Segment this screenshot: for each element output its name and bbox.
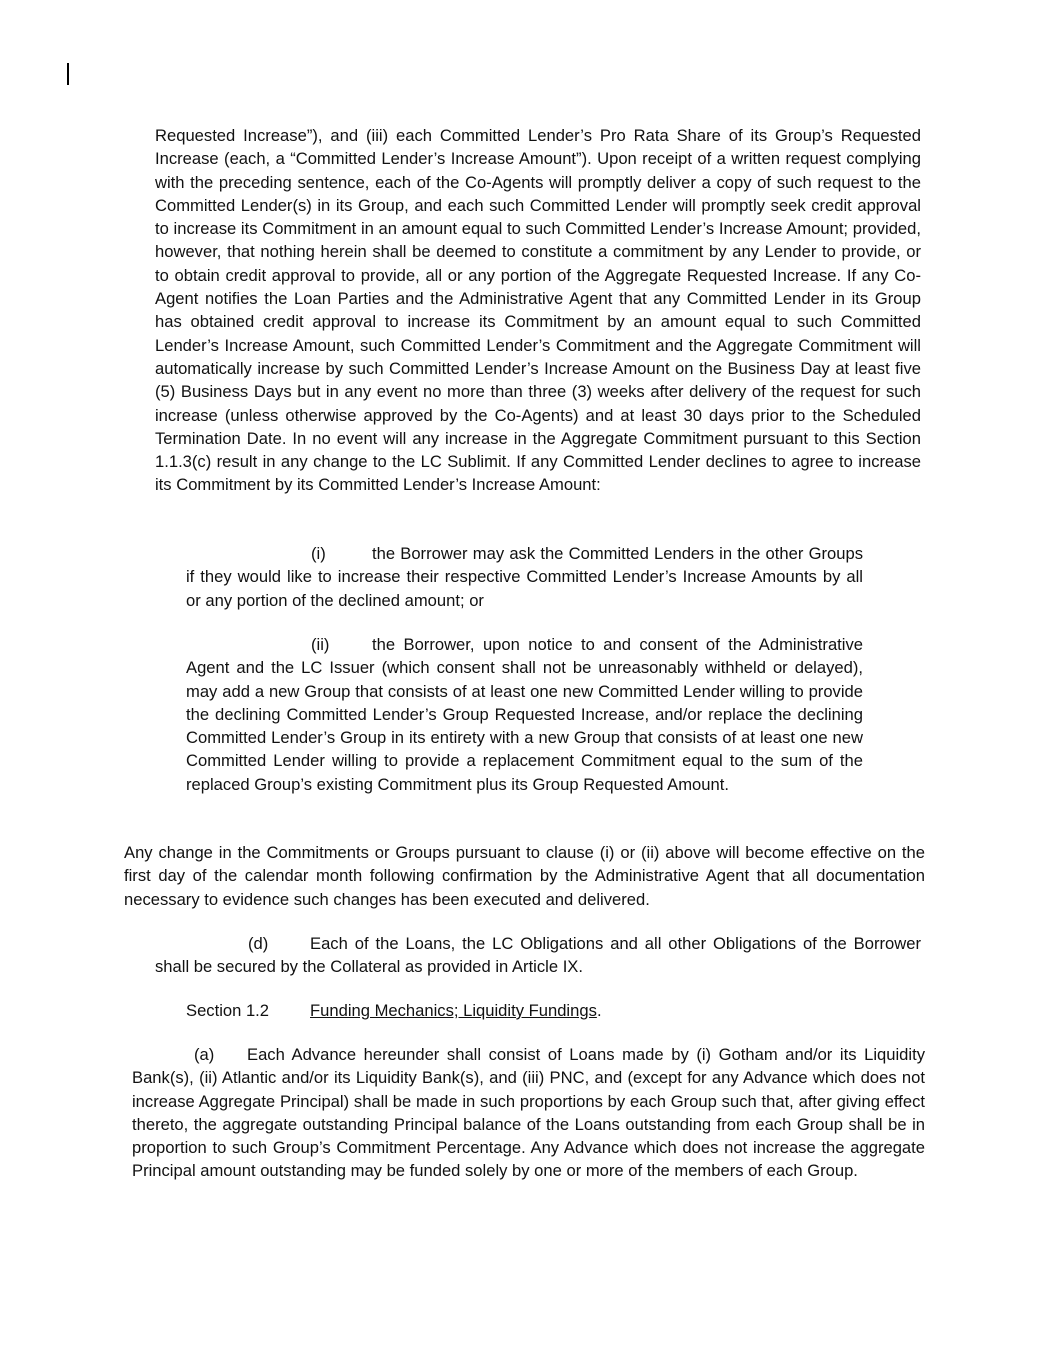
clause-i-paragraph (186, 542, 863, 612)
clause-a-text: Each Advance hereunder shall consist of Loans made by (i) Gotham and/or its Liquidity Bank(s), (ii) Atlantic and/or its Liquidity Bank(s), and (iii) PNC, and (except for any Advance which does not increase Aggregate Principal) shall be made in such proportions by each Group such that, after giving effect thereto, the aggregate outstanding Principal balance of the Loans outstanding from each Group shall be in proportion to such Group’s Commitment Percentage. Any Advance which does not increase the aggregate Principal amount outstanding may be funded solely by one or more of the members of each Group. (132, 1045, 925, 1181)
paragraph-requested-increase (155, 124, 921, 497)
clause-d-text: Each of the Loans, the LC Obligations and all other Obligations of the Borrower shall be secured by the Collateral as provided in Article IX. (155, 934, 921, 977)
clause-d-number: (d) (248, 934, 269, 953)
paragraph-text: Any change in the Commitments or Groups pursuant to clause (i) or (ii) above will become effective on the first day of the calendar month following confirmation by the Administrative Agent that all documentation necessary to evidence such changes has been executed and delivered. (124, 843, 925, 909)
clause-i-number: (i) (311, 544, 326, 563)
section-title-period: . (597, 1001, 602, 1020)
text-cursor (67, 63, 69, 85)
clause-d-paragraph (155, 932, 921, 979)
section-title (310, 999, 597, 1022)
clause-a-paragraph (132, 1043, 925, 1183)
section-title-text: Funding Mechanics; Liquidity Fundings (310, 1001, 597, 1020)
clause-a-number: (a) (194, 1045, 215, 1064)
clause-ii-paragraph (186, 633, 863, 796)
clause-ii-text: the Borrower, upon notice to and consent of the Administrative Agent and the LC Issuer (which consent shall not be unreasonably withheld or delayed), may add a new Group that consists of at least one new Committed Lender willing to provide the declining Committed Lender’s Group Requested Increase, and/or replace the declining Committed Lender’s Group in its entirety with a new Group that consists of at least one new Committed Lender willing to provide a replacement Commitment equal to the sum of the replaced Group’s existing Commitment plus its Group Requested Amount. (186, 635, 863, 794)
clause-i-text: the Borrower may ask the Committed Lenders in the other Groups if they would like to increase their respective Committed Lender’s Increase Amounts by all or any portion of the declined amount; or (186, 544, 863, 610)
clause-ii-number: (ii) (311, 635, 330, 654)
effective-change-paragraph (124, 841, 925, 911)
paragraph-text: Requested Increase”), and (iii) each Committed Lender’s Pro Rata Share of its Group’s Requested Increase (each, a “Committed Lender’s Increase Amount”). Upon receipt of a written request complying with the preceding sentence, each of the Co-Agents will promptly deliver a copy of such request to the Committed Lender(s) in its Group, and each such Committed Lender will promptly seek credit approval to increase its Commitment in an amount equal to such Committed Lender’s Increase Amount; provided, however, that nothing herein shall be deemed to constitute a commitment by any Lender to provide, or to obtain credit approval to provide, all or any portion of the Aggregate Requested Increase. If any Co-Agent notifies the Loan Parties and the Administrative Agent that any Committed Lender in its Group has obtained credit approval to increase its Commitment by an amount equal to such Committed Lender’s Increase Amount, such Committed Lender’s Commitment and the Aggregate Commitment will automatically increase by such Committed Lender’s Increase Amount on the Business Day at least five (5) Business Days but in any event no more than three (3) weeks after delivery of the request for such increase (unless otherwise approved by the Co-Agents) and at least 30 days prior to the Scheduled Termination Date. In no event will any increase in the Aggregate Commitment pursuant to this Section 1.1.3(c) result in any change to the LC Sublimit. If any Committed Lender declines to agree to increase its Commitment by its Committed Lender’s Increase Amount: (155, 126, 921, 495)
section-heading (186, 999, 602, 1022)
section-number: Section 1.2 (186, 1001, 270, 1020)
